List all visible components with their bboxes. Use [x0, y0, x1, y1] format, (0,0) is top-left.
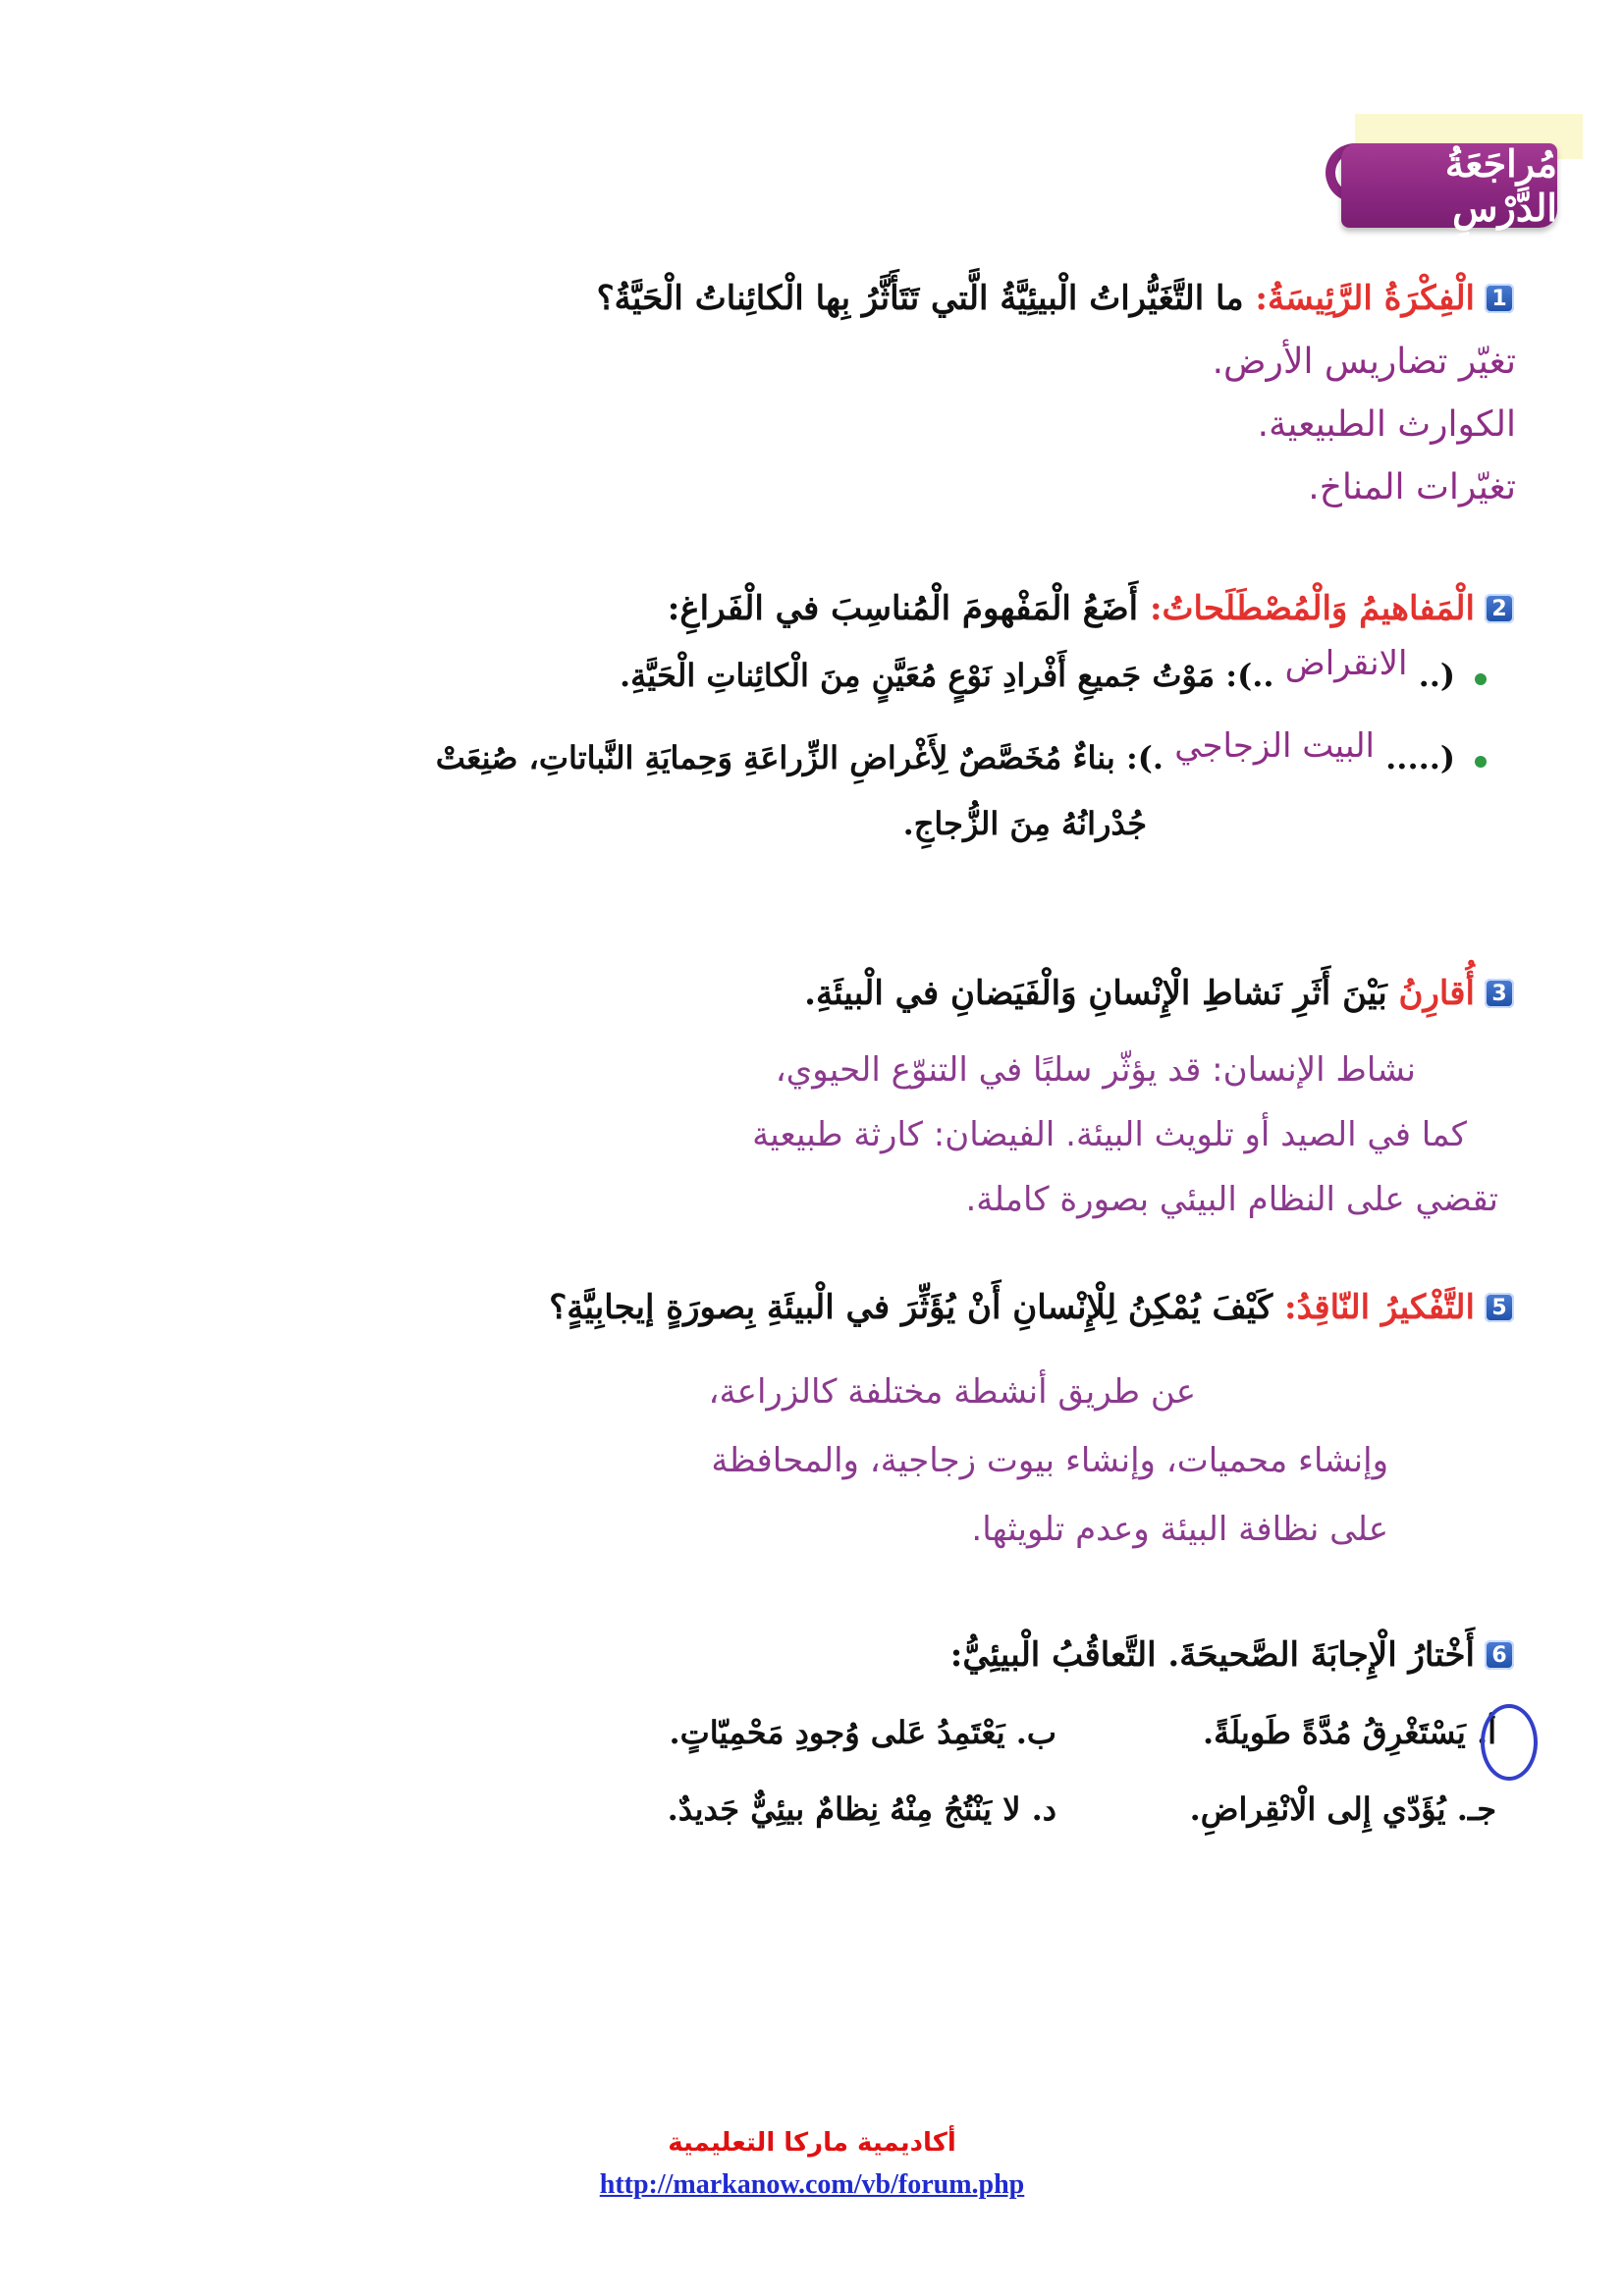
blank-open: (..	[1418, 657, 1455, 694]
question-3	[804, 974, 1514, 1013]
question-6	[950, 1635, 1514, 1675]
question-5	[549, 1288, 1514, 1327]
selected-answer-circle	[1481, 1704, 1538, 1781]
option-b[interactable]: ب. يَعْتَمِدُ عَلى وُجودِ مَحْمِيّاتٍ.	[669, 1714, 1056, 1751]
question-number-badge: 1	[1485, 284, 1514, 313]
question-body: كَيْفَ يُمْكِنُ لِلْإِنْسانِ أَنْ يُؤَثِّرَ في الْبيئَةِ بِصورَةٍ إيجابِيَّةٍ؟	[549, 1288, 1273, 1327]
answer-line: عن طريق أنشطة مختلفة كالزراعة،	[708, 1372, 1196, 1412]
fill-in-text	[435, 726, 1455, 777]
footer-academy-name: أكاديمية ماركا التعليمية	[668, 2128, 956, 2158]
question-body: أَخْتارُ الْإِجابَةَ الصَّحيحَةَ. التَّعاقُبُ الْبيئِيُّ:	[949, 1635, 1475, 1675]
fill-in-item	[620, 644, 1487, 695]
question-keyword: التَّفْكيرُ النّاقِدُ:	[1284, 1288, 1475, 1327]
question-keyword: أُقارِنُ	[1398, 974, 1475, 1013]
question-body: بَيْنَ أَثَرِ نَشاطِ الْإِنْسانِ وَالْفَيَضانِ في الْبيئَةِ.	[804, 974, 1387, 1013]
question-body: ما التَّغَيُّراتُ الْبيئِيَّةُ الَّتي تَتَأَثَّرُ بِها الْكائِناتُ الْحَيَّةُ؟	[596, 279, 1244, 318]
answer-line: تقضي على النظام البيئي بصورة كاملة.	[965, 1180, 1498, 1219]
question-2	[668, 589, 1514, 628]
banner-title: مُراجَعَةُ الدَّرْسِ	[1444, 141, 1557, 230]
question-text	[668, 589, 1475, 628]
blank-open: (.....	[1385, 739, 1455, 776]
bullet-icon	[1475, 673, 1487, 685]
option-d[interactable]: د. لا يَنْتُجُ مِنْهُ نِظامٌ بيئِيٌّ جَديدٌ.	[667, 1790, 1056, 1828]
answer-line: وإنشاء محميات، وإنشاء بيوت زجاجية، والمحافظة	[711, 1441, 1388, 1480]
lesson-review-banner	[1341, 143, 1557, 228]
question-keyword: الْفِكْرَةُ الرَّئِيسَةُ:	[1255, 279, 1475, 318]
question-number-badge: 6	[1485, 1640, 1514, 1670]
option-c[interactable]: جـ. يُؤَدّي إِلى الْانْقِراضِ.	[1189, 1790, 1496, 1828]
question-1	[597, 279, 1514, 318]
question-number-badge: 5	[1485, 1293, 1514, 1322]
question-text	[804, 974, 1475, 1013]
definition-continuation: جُدْرانُهُ مِنَ الزُّجاجِ.	[902, 805, 1147, 842]
fill-in-text	[620, 644, 1455, 695]
answer-line: تغيّرات المناخ.	[1308, 467, 1516, 507]
answer-line: تغيّر تضاريس الأرض.	[1212, 342, 1516, 382]
footer-link[interactable]: http://markanow.com/vb/forum.php	[599, 2169, 1025, 2200]
definition-text: ..): مَوْتُ جَميعِ أَفْرادِ نَوْعٍ مُعَيَّنٍ مِنَ الْكائِناتِ الْحَيَّةِ.	[620, 657, 1274, 694]
answer-line: على نظافة البيئة وعدم تلويثها.	[971, 1510, 1388, 1549]
answer-line: الكوارث الطبيعية.	[1257, 404, 1516, 445]
fill-in-item	[190, 726, 1487, 777]
question-text	[549, 1288, 1475, 1327]
answer-line: نشاط الإنسان: قد يؤثّر سلبًا في التنوّع الحيوي،	[775, 1050, 1416, 1090]
question-number-badge: 2	[1485, 594, 1514, 623]
answer-line: كما في الصيد أو تلويث البيئة. الفيضان: كارثة طبيعية	[752, 1115, 1467, 1154]
filled-answer: البيت الزجاجي	[1174, 726, 1376, 766]
definition-text: .): بناءٌ مُخَصَّصٌ لِأَغْراضِ الزِّراعَةِ وَحِمايَةِ النَّباتاتِ، صُنِعَتْ	[435, 739, 1164, 776]
question-body: أَضَعُ الْمَفْهومَ الْمُناسِبَ في الْفَراغِ:	[667, 589, 1139, 628]
bullet-icon	[1475, 756, 1487, 768]
question-text	[597, 279, 1475, 318]
filled-answer: الانقراض	[1284, 644, 1408, 683]
option-a[interactable]: أ. يَسْتَغْرِقُ مُدَّةً طَويلَةً.	[1203, 1714, 1496, 1751]
question-number-badge: 3	[1485, 979, 1514, 1008]
question-keyword: الْمَفاهيمُ وَالْمُصْطَلَحاتُ:	[1149, 589, 1475, 628]
